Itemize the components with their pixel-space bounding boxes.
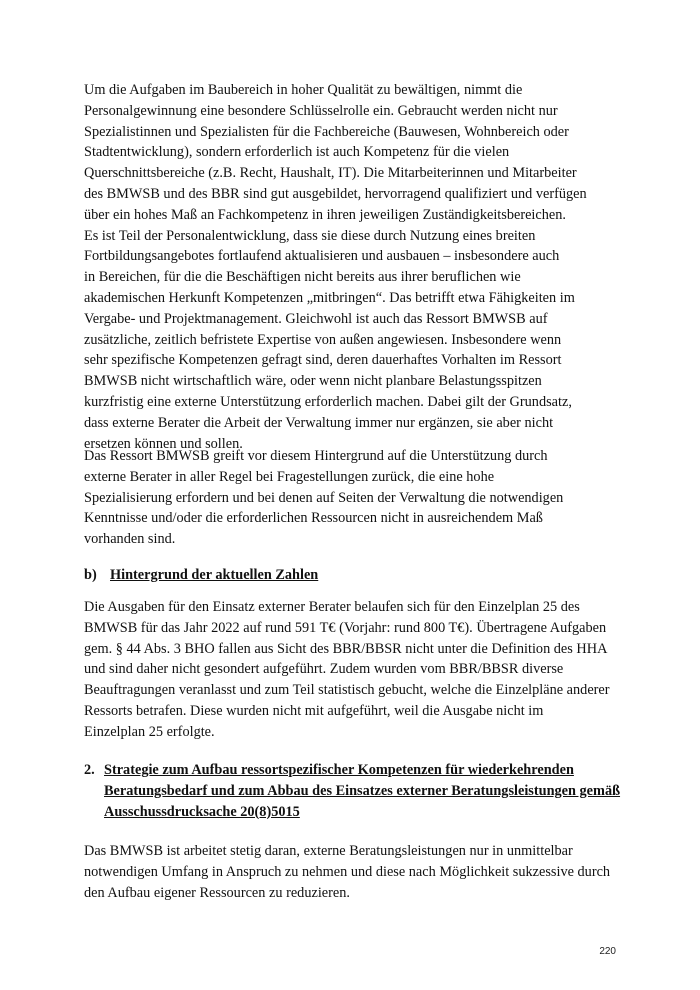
text-line: notwendigen Umfang in Anspruch zu nehmen und diese nach Möglichkeit sukzessive durch xyxy=(84,863,611,880)
text-line: Das Ressort BMWSB greift vor diesem Hintergrund auf die Unterstützung durch xyxy=(84,448,548,464)
text-line: Vergabe- und Projektmanagement. Gleichwohl ist auch das Ressort BMWSB auf xyxy=(84,310,548,327)
text-line: Stadtentwicklung), sondern erforderlich ist auch Kompetenz für die vielen xyxy=(84,144,510,161)
text-line: Querschnittsbereiche (z.B. Recht, Haushalt, IT). Die Mitarbeiterinnen und Mitarbeiter xyxy=(84,165,577,182)
text-line: über ein hohes Maß an Fachkompetenz in ihren jeweiligen Zuständigkeitsbereichen. xyxy=(84,206,566,223)
text-line: BMWSB für das Jahr 2022 auf rund 591 T€ (Vorjahr: rund 800 T€). Übertragene Aufgaben xyxy=(84,619,607,636)
text-line: kurzfristig eine externe Unterstützung erforderlich machen. Dabei gilt der Grundsatz, xyxy=(84,394,572,410)
text-line: des BMWSB und des BBR sind gut ausgebildet, hervorragend qualifiziert und verfügen xyxy=(84,186,587,202)
text-line: Die Ausgaben für den Einsatz externer Berater belaufen sich für den Einzelplan 25 des xyxy=(84,599,580,615)
text-line: den Aufbau eigener Ressourcen zu reduzieren. xyxy=(84,884,350,901)
text-line: und sind daher nicht gesondert aufgeführt. Zudem wurden vom BBR/BBSR diverse xyxy=(84,661,564,678)
text-line: Einzelplan 25 erfolgte. xyxy=(84,723,215,740)
text-line: gem. § 44 Abs. 3 BHO fallen aus Sicht des BBR/BBSR nicht unter die Definition des HHA xyxy=(84,640,608,657)
text-line: Fortbildungsangebotes fortlaufend aktualisieren und ausbauen – insbesondere auch xyxy=(84,248,560,265)
text-line: zusätzliche, zeitlich befristete Expertise von außen angewiesen. Insbesondere wenn xyxy=(84,331,562,348)
text-line: BMWSB nicht wirtschaftlich wäre, oder wenn nicht planbare Belastungsspitzen xyxy=(84,373,542,390)
text-line: Ressorts betrafen. Diese wurden nicht mit aufgeführt, weil die Ausgabe nicht im xyxy=(84,703,544,719)
text-line: dass externe Berater die Arbeit der Verwaltung immer nur ergänzen, sie aber nicht xyxy=(84,414,554,431)
text-line: Kenntnisse und/oder die erforderlichen Ressourcen nicht in ausreichendem Maß xyxy=(84,510,543,527)
text-line: in Bereichen, für die die Beschäftigen nicht bereits aus ihrer beruflichen wie xyxy=(84,269,521,286)
text-line: ersetzen können und sollen. xyxy=(84,435,243,452)
section-title-line: Strategie zum Aufbau ressortspezifischer Kompetenzen für wiederkehrenden xyxy=(104,762,574,778)
section-label: b) xyxy=(84,567,97,583)
text-line: Personalgewinnung eine besondere Schlüsselrolle ein. Gebraucht werden nicht nur xyxy=(84,102,558,119)
text-line: externe Berater in aller Regel bei Fragestellungen zurück, die eine hohe xyxy=(84,468,495,485)
text-line: sehr spezifische Kompetenzen gefragt sind, deren dauerhaftes Vorhalten im Ressort xyxy=(84,352,562,369)
text-line: Spezialisierung erfordern und bei denen auf Seiten der Verwaltung die notwendigen xyxy=(84,489,564,506)
text-line: Spezialistinnen und Spezialisten für die Fachbereiche (Bauwesen, Wohnbereich oder xyxy=(84,123,569,140)
section-heading-b xyxy=(84,565,318,585)
section-number: 2. xyxy=(84,762,95,778)
text-line: akademischen Herkunft Kompetenzen „mitbringen“. Das betrifft etwa Fähigkeiten im xyxy=(84,290,575,306)
section-title-line: Ausschussdrucksache 20(8)5015 xyxy=(104,803,300,820)
section-title-line: Beratungsbedarf und zum Abbau des Einsatzes externer Beratungsleistungen gemäß xyxy=(104,782,621,799)
page-number: 220 xyxy=(599,946,616,957)
text-line: Beauftragungen veranlasst und zum Teil statistisch gebucht, welche die Einzelpläne anderer xyxy=(84,682,610,699)
section-title: Hintergrund der aktuellen Zahlen xyxy=(110,567,319,583)
text-line: Es ist Teil der Personalentwicklung, dass sie diese durch Nutzung eines breiten xyxy=(84,227,536,244)
text-line: Das BMWSB ist arbeitet stetig daran, externe Beratungsleistungen nur in unmittelbar xyxy=(84,843,573,859)
text-line: vorhanden sind. xyxy=(84,531,176,548)
text-line: Um die Aufgaben im Baubereich in hoher Qualität zu bewältigen, nimmt die xyxy=(84,82,523,98)
